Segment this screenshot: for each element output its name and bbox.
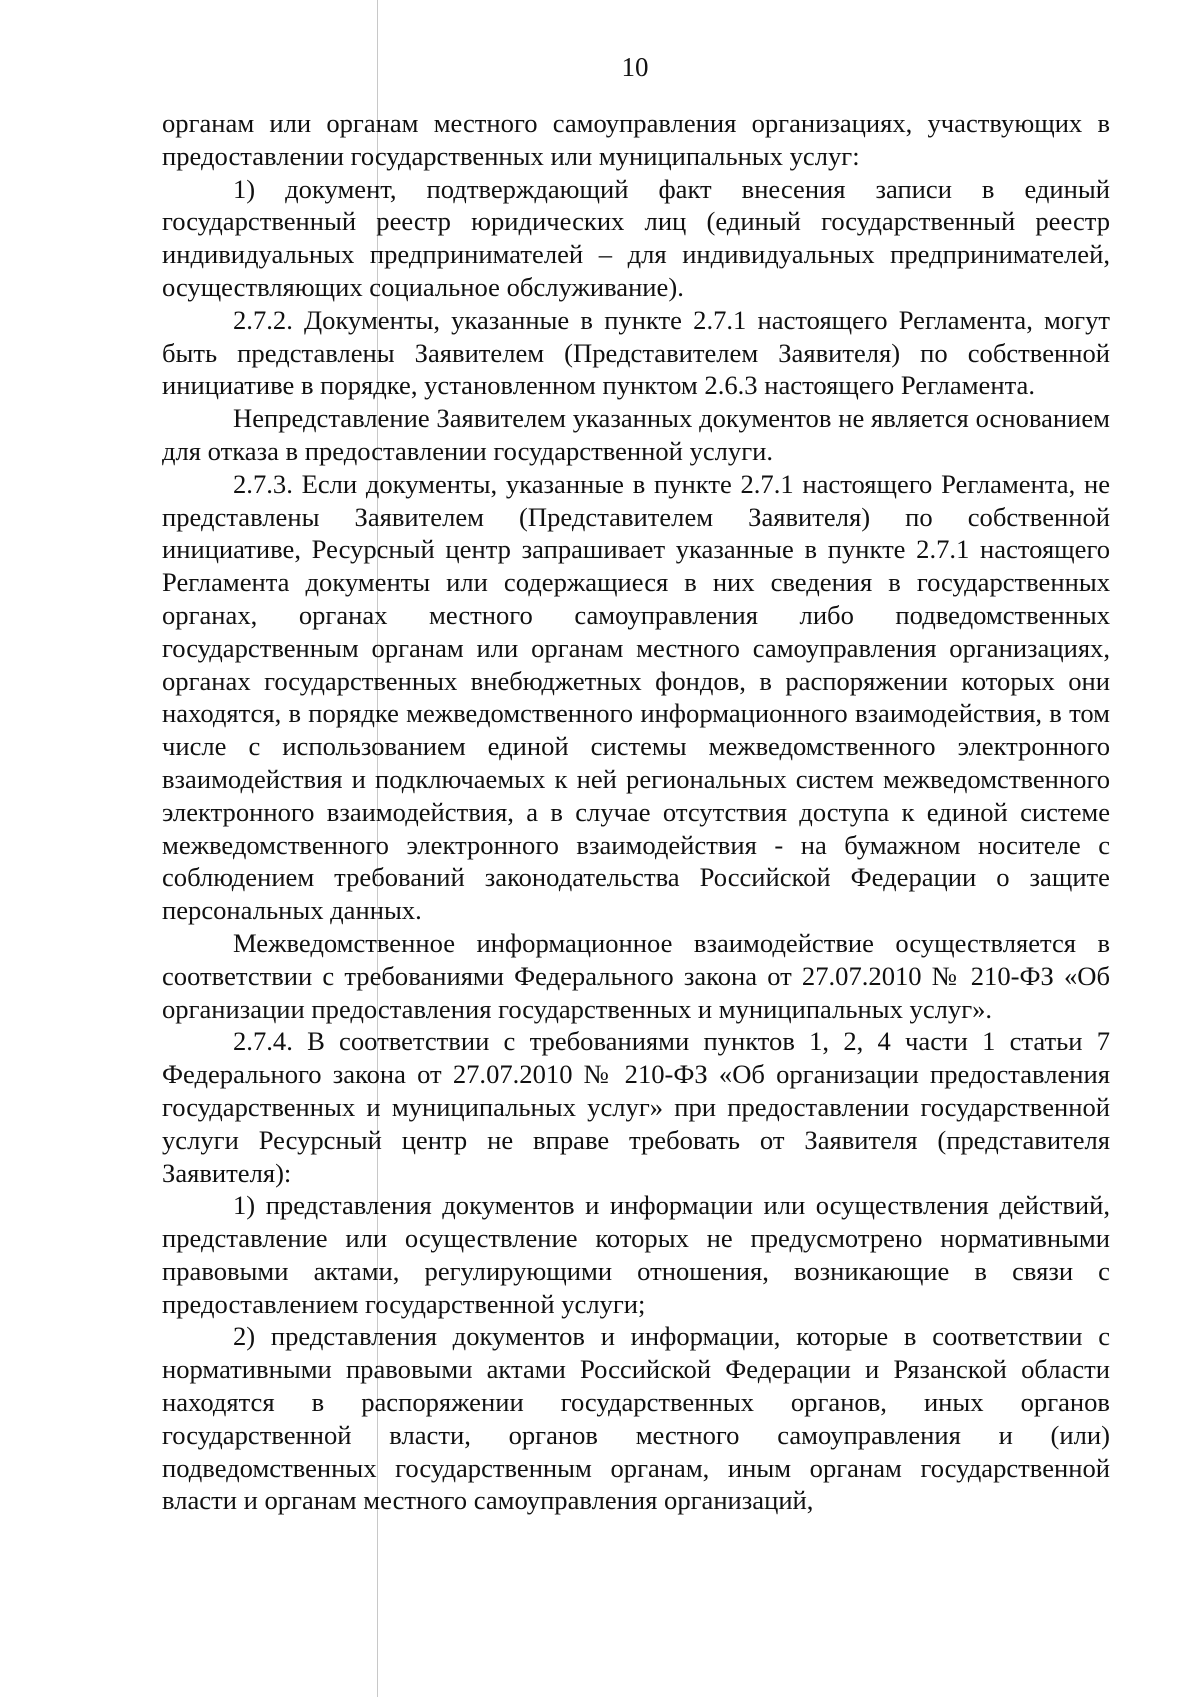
paragraph-continued: органам или органам местного самоуправления организациях, участвующих в предоставлении государственных или муниципальных услуг:	[162, 108, 1110, 171]
document-body	[162, 107, 1110, 1517]
page-number: 10	[621, 52, 649, 82]
paragraph-item-1-document: 1) документ, подтверждающий факт внесения записи в единый государственный реестр юридических лиц (единый государственный реестр индивидуальных предпринимателей – для индивидуальных предпринимателей, осуществляющих социальное обслуживание).	[162, 173, 1110, 302]
paragraph-non-submission: Непредставление Заявителем указанных документов не является основанием для отказа в предоставлении государственной услуги.	[162, 403, 1110, 466]
paragraph-interagency-interaction: Межведомственное информационное взаимодействие осуществляется в соответствии с требованиями Федерального закона от 27.07.2010 № 210-ФЗ «Об организации предоставления государственных и муниципальных услуг».	[162, 927, 1110, 1024]
paragraph-2-7-3: 2.7.3. Если документы, указанные в пункте 2.7.1 настоящего Регламента, не представлены Заявителем (Представителем Заявителя) по собственной инициативе, Ресурсный центр запрашивает указанные в пункте 2.7.1 настоящего Регламента документы или содержащиеся в них сведения в государственных органах, органах местного самоуправления либо подведомственных государственным органам или органам местного самоуправления организациях, органах государственных внебюджетных фондов, в распоряжении которых они находятся, в порядке межведомственного информационного взаимодействия, в том числе с использованием единой системы межведомственного электронного взаимодействия и подключаемых к ней региональных систем межведомственного электронного взаимодействия, а в случае отсутствия доступа к единой системе межведомственного электронного взаимодействия - на бумажном носителе с соблюдением требований законодательства Российской Федерации о защите персональных данных.	[162, 468, 1110, 926]
paragraph-2-7-2: 2.7.2. Документы, указанные в пункте 2.7.1 настоящего Регламента, могут быть представлены Заявителем (Представителем Заявителя) по собственной инициативе в порядке, установленном пунктом 2.6.3 настоящего Регламента.	[162, 304, 1110, 401]
paragraph-item-1-requirements: 1) представления документов и информации или осуществления действий, представление или осуществление которых не предусмотрено нормативными правовыми актами, регулирующими отношения, возникающие в связи с предоставлением государственной услуги;	[162, 1190, 1110, 1319]
paragraph-item-2-requirements: 2) представления документов и информации, которые в соответствии с нормативными правовыми актами Российской Федерации и Рязанской области находятся в распоряжении государственных органов, иных органов государственной власти, органов местного самоуправления и (или) подведомственных государственным органам, иным органам государственной власти и органам местного самоуправления организаций,	[162, 1321, 1110, 1516]
paragraph-2-7-4: 2.7.4. В соответствии с требованиями пунктов 1, 2, 4 части 1 статьи 7 Федерального закона от 27.07.2010 № 210-ФЗ «Об организации предоставления государственных и муниципальных услуг» при предоставлении государственной услуги Ресурсный центр не вправе требовать от Заявителя (представителя Заявителя):	[162, 1026, 1110, 1188]
